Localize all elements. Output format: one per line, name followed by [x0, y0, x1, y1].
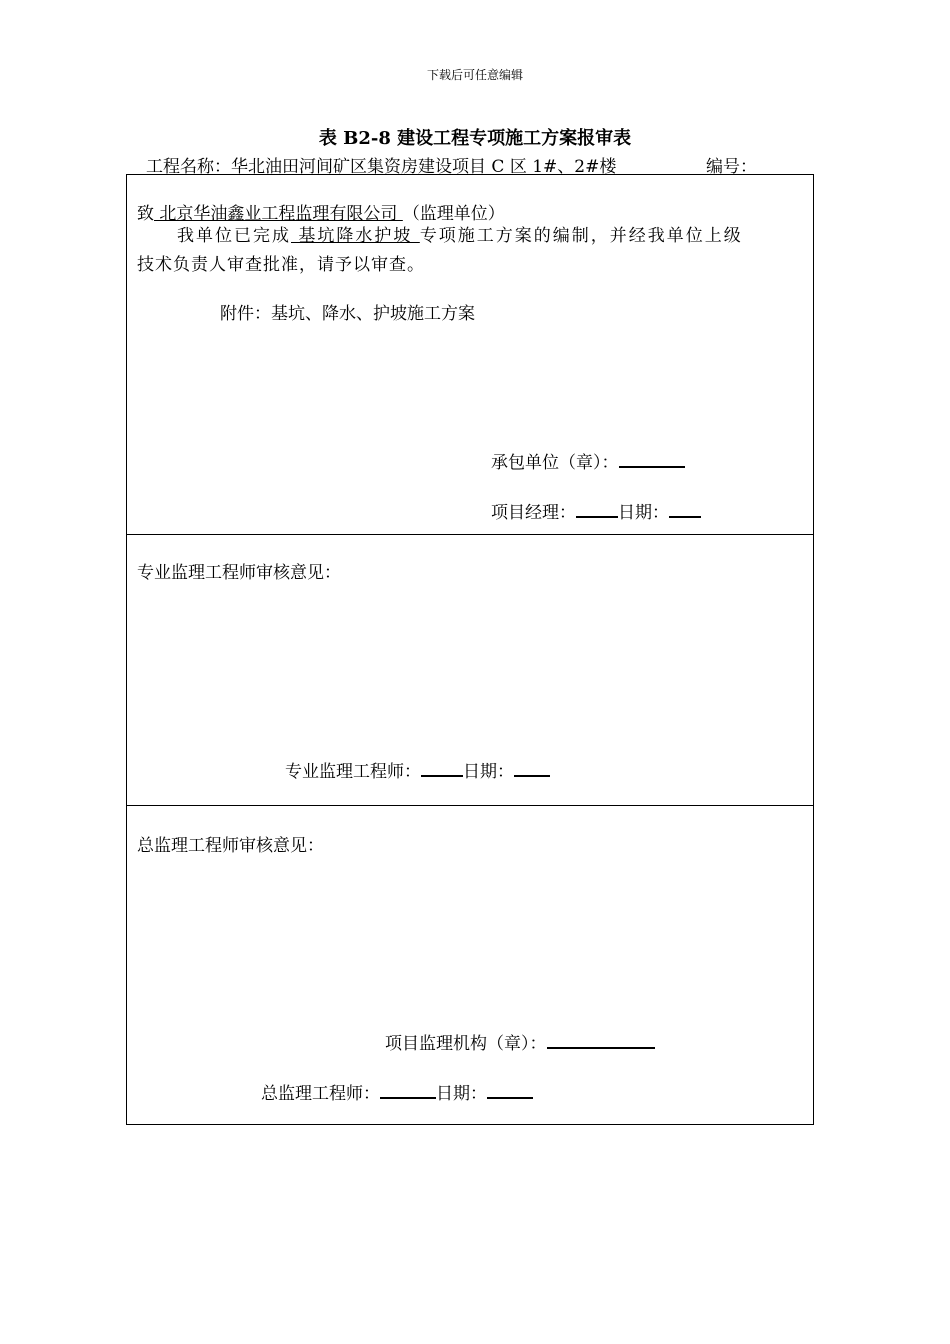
chief-sign-line	[261, 1079, 533, 1104]
review-form-table	[126, 174, 814, 1125]
supervisor-company: 北京华油鑫业工程监理有限公司	[154, 204, 403, 224]
contractor-line	[491, 448, 685, 473]
engineer-review-section	[127, 535, 813, 806]
project-label: 工程名称：	[146, 157, 231, 177]
contractor-seal-field[interactable]	[619, 450, 685, 468]
number-label: 编号：	[706, 157, 757, 177]
date-label: 日期：	[463, 762, 514, 782]
chief-date-field[interactable]	[487, 1081, 533, 1099]
to-prefix: 致	[137, 204, 154, 224]
org-seal-line	[385, 1029, 655, 1054]
contractor-label: 承包单位（章）：	[491, 453, 619, 473]
body-prefix: 我单位已完成	[177, 226, 291, 246]
chief-review-section	[127, 806, 813, 1124]
engineer-label: 专业监理工程师：	[285, 762, 421, 782]
body-line-2: 技术负责人审查批准，请予以审查。	[137, 255, 425, 275]
pm-label: 项目经理：	[491, 503, 576, 523]
engineer-sign-line	[285, 757, 550, 782]
plan-name: 基坑降水护坡	[291, 226, 420, 246]
pm-date-field[interactable]	[669, 500, 701, 518]
submission-body	[137, 223, 807, 250]
header-note: 下载后可任意编辑	[426, 68, 523, 82]
engineer-review-heading: 专业监理工程师审核意见：	[137, 563, 341, 583]
submission-section	[127, 175, 813, 535]
org-label: 项目监理机构（章）：	[385, 1034, 547, 1054]
pm-signature-field[interactable]	[576, 500, 618, 518]
chief-review-heading: 总监理工程师审核意见：	[137, 836, 324, 856]
chief-label: 总监理工程师：	[261, 1084, 380, 1104]
date-label: 日期：	[618, 503, 669, 523]
org-seal-field[interactable]	[547, 1031, 655, 1049]
engineer-date-field[interactable]	[514, 759, 550, 777]
date-label: 日期：	[436, 1084, 487, 1104]
addressee-line	[137, 199, 505, 224]
pm-line	[491, 498, 701, 523]
project-name: 华北油田河间矿区集资房建设项目 C 区 1#、2#楼	[231, 157, 617, 177]
attachment-line: 附件：基坑、降水、护坡施工方案	[220, 304, 475, 324]
engineer-signature-field[interactable]	[421, 759, 463, 777]
chief-signature-field[interactable]	[380, 1081, 436, 1099]
body-suffix: 专项施工方案的编制，并经我单位上级	[419, 226, 743, 246]
form-title: 表 B2-8 建设工程专项施工方案报审表	[318, 128, 632, 149]
supervisor-suffix: （监理单位）	[402, 204, 505, 224]
